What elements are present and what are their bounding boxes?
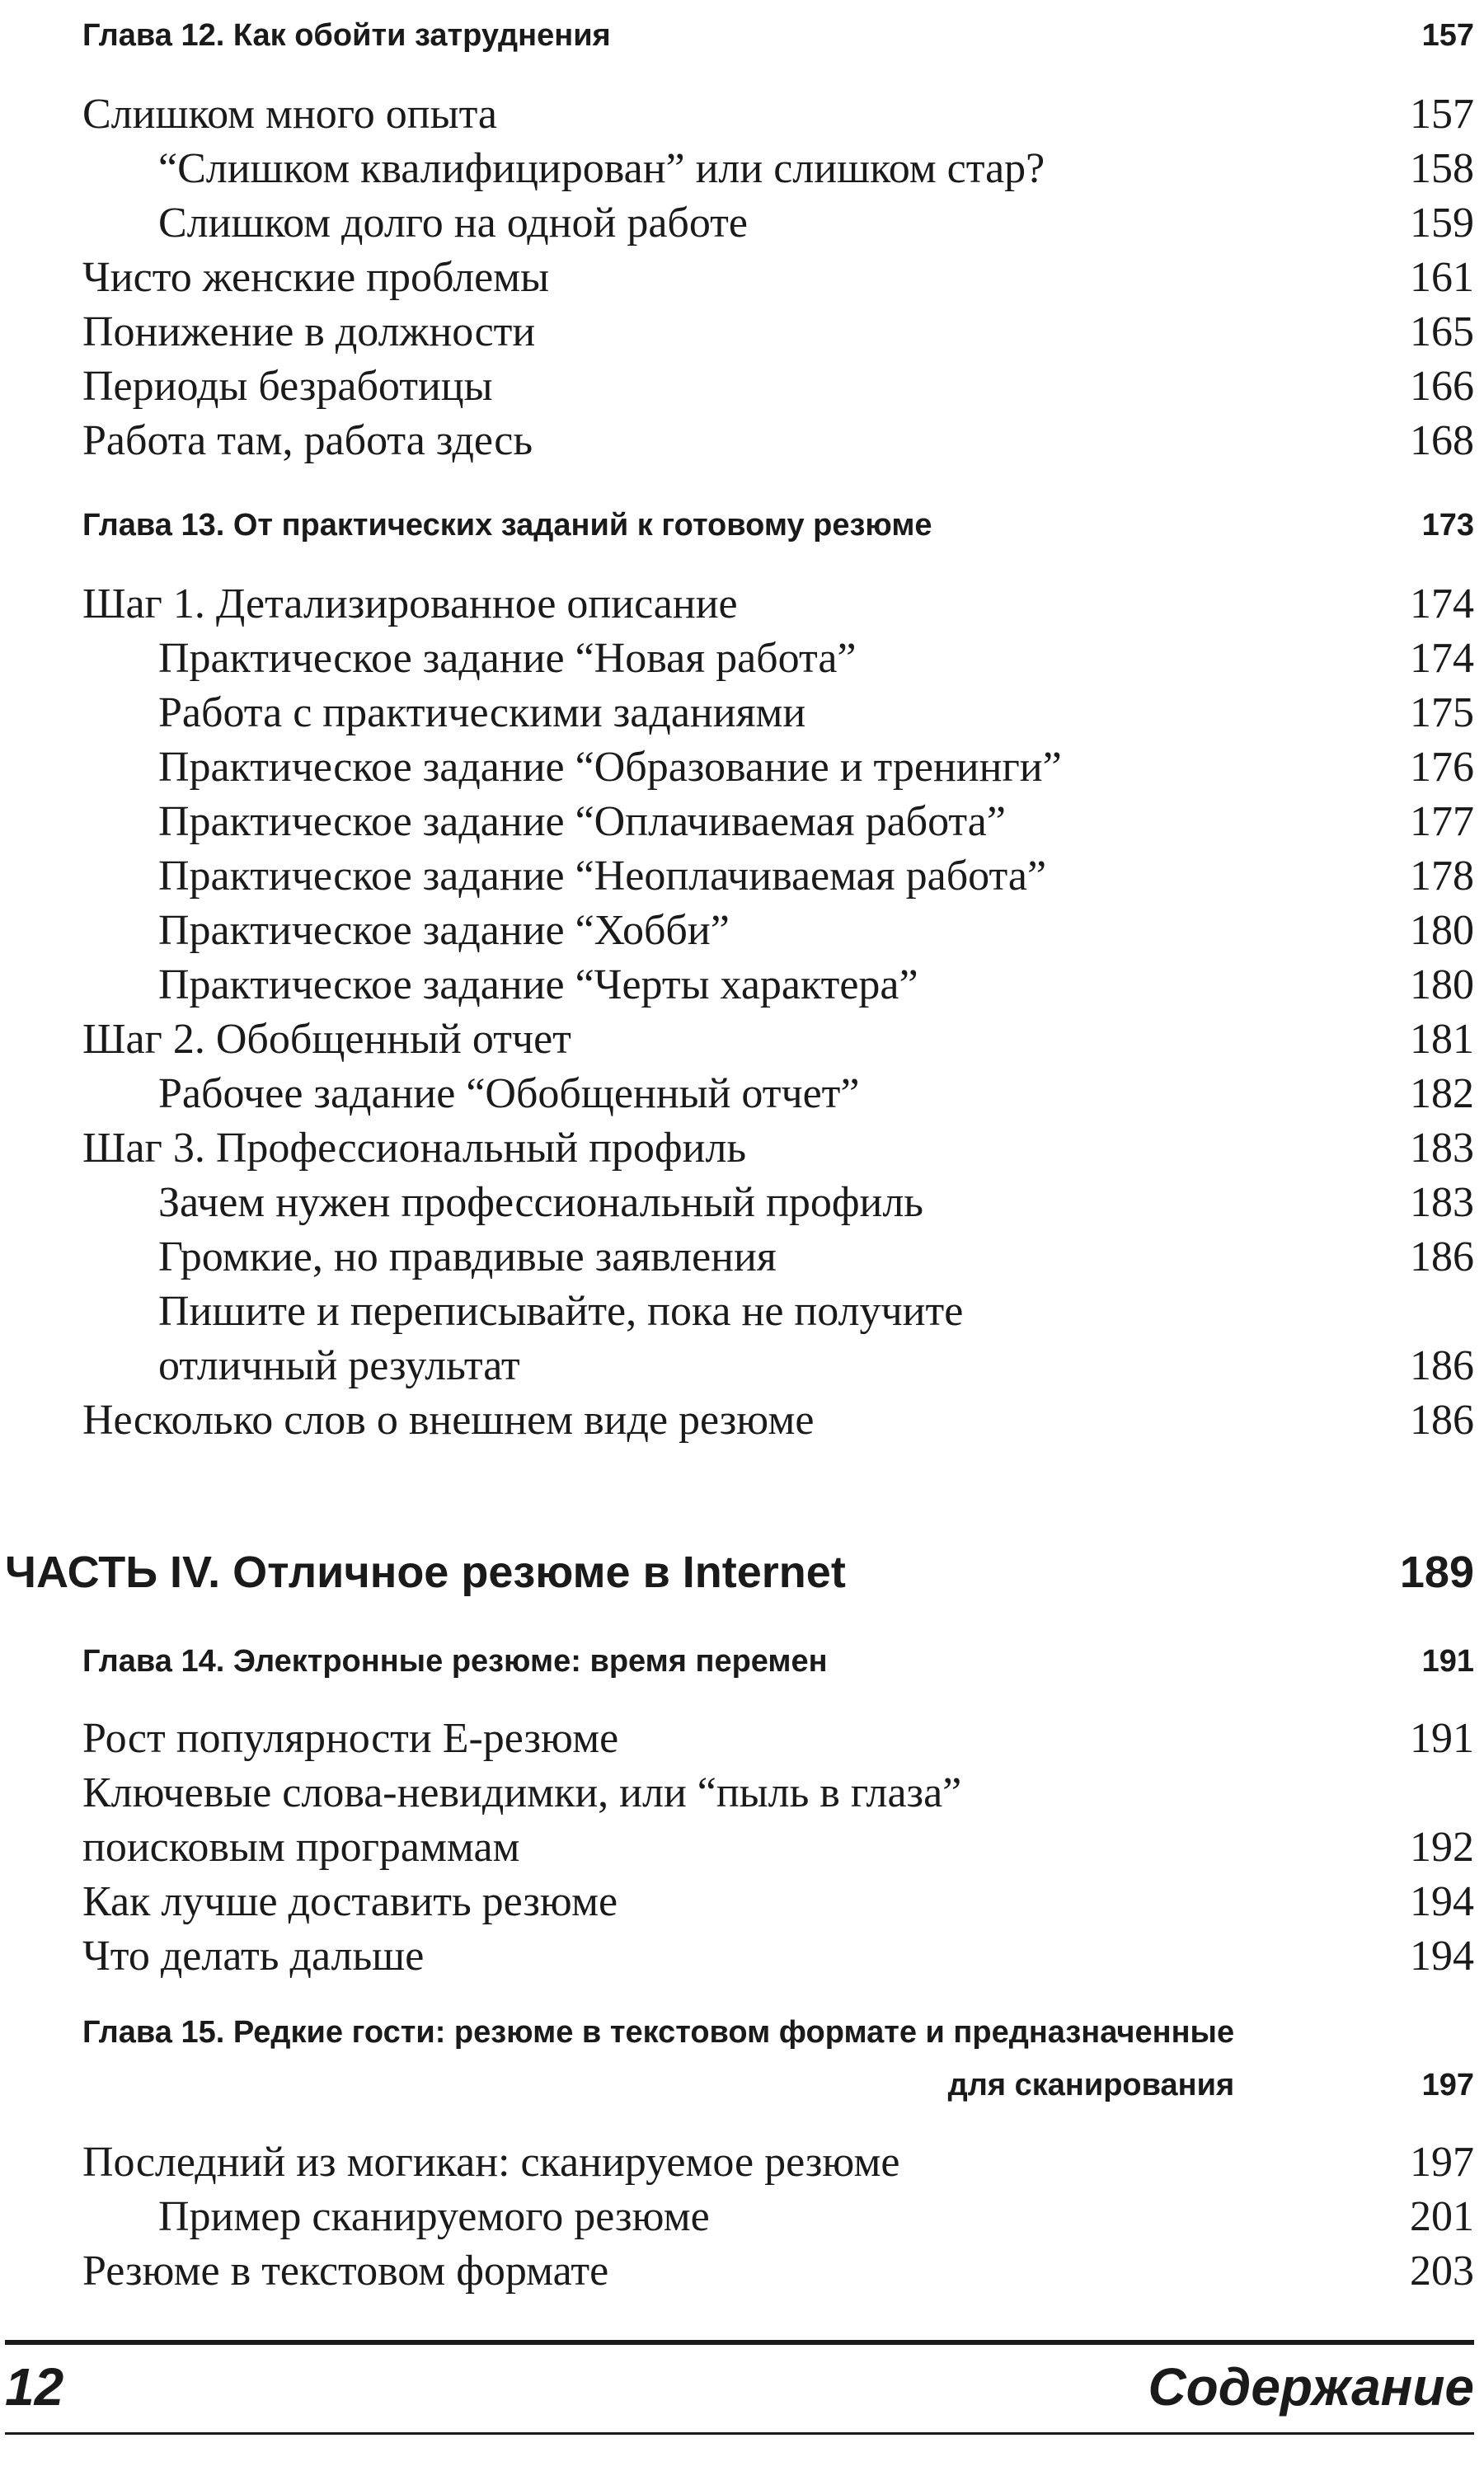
chapter-page: 191 xyxy=(1421,1644,1474,1679)
footer-page-number: 12 xyxy=(5,2357,64,2417)
chapter-15-entries xyxy=(82,2135,1474,2299)
toc-entry: Периоды безработицы 166 xyxy=(82,363,1474,410)
toc-entry: Шаг 2. Обобщенный отчет 181 xyxy=(82,1016,1474,1063)
toc-entry: Практическое задание “Новая работа” 174 xyxy=(158,635,1474,682)
toc-entry: “Слишком квалифицирован” или слишком стар? 158 xyxy=(158,145,1474,192)
toc-entry: Резюме в текстовом формате 203 xyxy=(82,2248,1474,2295)
footer-section-title: Содержание xyxy=(1148,2357,1474,2417)
chapter-title: Глава 14. Электронные резюме: время перемен xyxy=(82,1644,828,1679)
toc-entry: Работа там, работа здесь 168 xyxy=(82,417,1474,464)
chapter-14-heading xyxy=(82,1641,1474,1682)
toc-entry: Практическое задание “Образование и тренинги” 176 xyxy=(158,744,1474,791)
part-page: 189 xyxy=(1399,1548,1474,1597)
chapter-13-entries xyxy=(82,577,1474,1448)
chapter-15-heading xyxy=(82,2012,1474,2106)
chapter-title: Глава 12. Как обойти затруднения xyxy=(82,18,611,53)
toc-entry: Несколько слов о внешнем виде резюме 186 xyxy=(82,1397,1474,1444)
toc-entry: Пишите и переписывайте, пока не получите отличный результат 186 xyxy=(158,1288,1474,1389)
part-4-heading xyxy=(5,1543,1474,1601)
toc-entry: Работа с практическими заданиями 175 xyxy=(158,689,1474,736)
chapter-12-heading xyxy=(82,15,1474,56)
chapter-12-entries xyxy=(82,87,1474,468)
toc-entry: Последний из могикан: сканируемое резюме 197 xyxy=(82,2139,1474,2186)
toc-entry: Практическое задание “Оплачиваемая работа” 177 xyxy=(158,798,1474,845)
toc-entry: Громкие, но правдивые заявления 186 xyxy=(158,1233,1474,1280)
toc-entry: Слишком долго на одной работе 159 xyxy=(158,200,1474,247)
chapter-page: 157 xyxy=(1421,18,1474,53)
toc-entry: Пример сканируемого резюме 201 xyxy=(158,2193,1474,2240)
toc-entry: Шаг 1. Детализированное описание 174 xyxy=(82,580,1474,627)
toc-entry: Чисто женские проблемы 161 xyxy=(82,254,1474,301)
toc-entry: Рост популярности Е-резюме 191 xyxy=(82,1715,1474,1762)
chapter-14-entries xyxy=(82,1712,1474,1984)
chapter-title: Глава 13. От практических заданий к готовому резюме xyxy=(82,508,932,543)
chapter-page: 197 xyxy=(1421,2068,1474,2102)
toc-entry: Практическое задание “Неоплачиваемая работа” 178 xyxy=(158,853,1474,900)
toc-entry: Как лучше доставить резюме 194 xyxy=(82,1878,1474,1925)
chapter-page: 173 xyxy=(1421,508,1474,543)
part-title: ЧАСТЬ IV. Отличное резюме в Internet xyxy=(5,1548,846,1597)
toc-entry: Зачем нужен профессиональный профиль 183 xyxy=(158,1179,1474,1226)
page-footer xyxy=(5,2354,1474,2420)
toc-entry: Понижение в должности 165 xyxy=(82,308,1474,355)
footer-top-rule xyxy=(5,2340,1474,2345)
toc-entry: Практическое задание “Хобби” 180 xyxy=(158,907,1474,954)
toc-entry: Шаг 3. Профессиональный профиль 183 xyxy=(82,1125,1474,1172)
chapter-title: Глава 15. Редкие гости: резюме в текстовом формате и предназначенные для сканирования xyxy=(82,2015,1235,2102)
chapter-13-heading xyxy=(82,505,1474,546)
toc-entry: Что делать дальше 194 xyxy=(82,1933,1474,1980)
toc-entry: Ключевые слова-невидимки, или “пыль в глаза” поисковым программам 192 xyxy=(82,1769,1474,1871)
toc-entry: Практическое задание “Черты характера” 180 xyxy=(158,961,1474,1008)
toc-entry: Слишком много опыта 157 xyxy=(82,91,1474,138)
footer-bottom-rule xyxy=(5,2432,1474,2435)
toc-entry: Рабочее задание “Обобщенный отчет” 182 xyxy=(158,1070,1474,1117)
